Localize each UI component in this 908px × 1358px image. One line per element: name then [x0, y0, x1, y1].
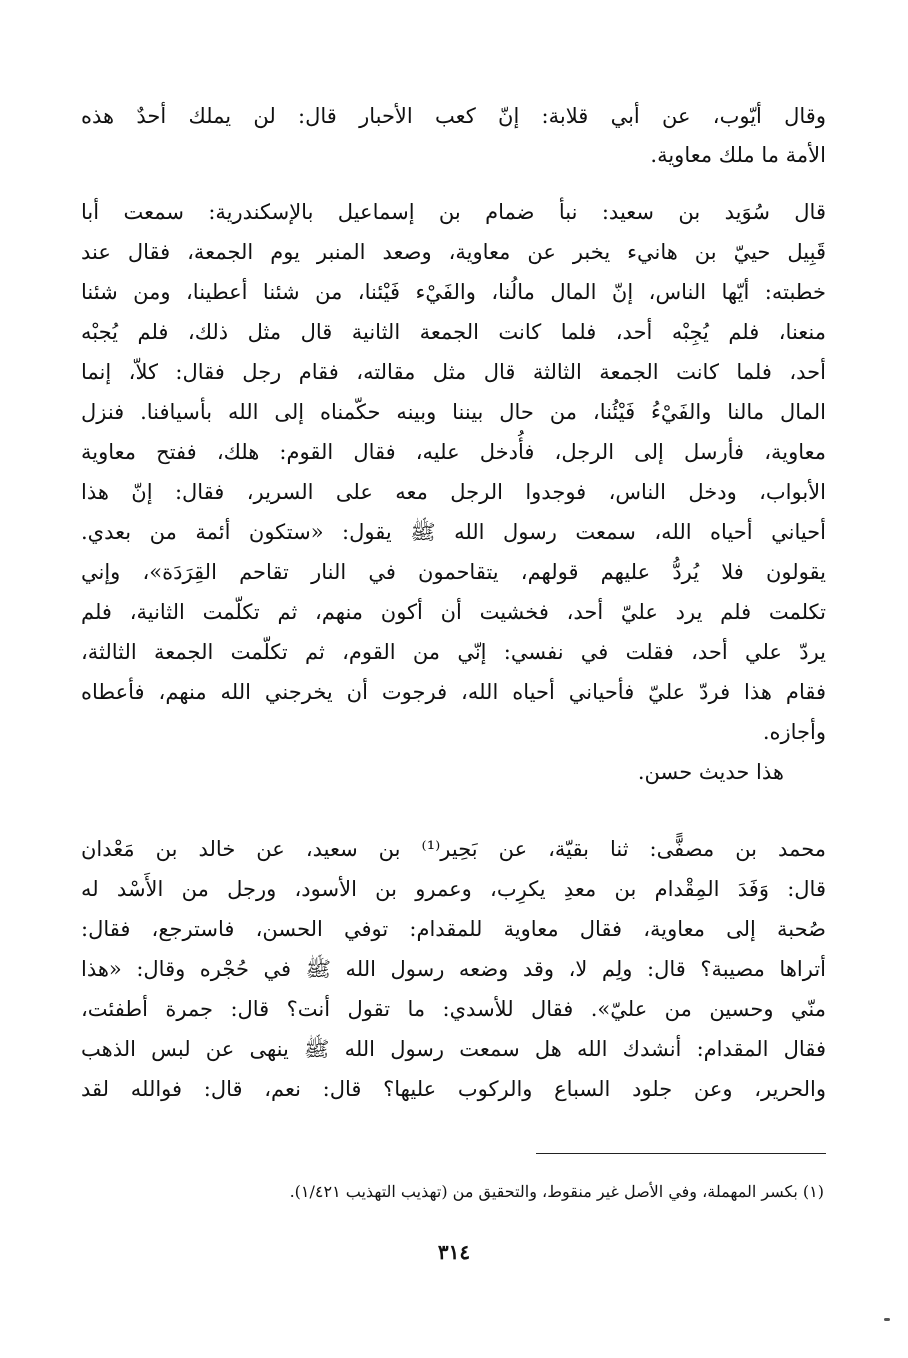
text-line: خطبته: أيّها الناس، إنّ المال مالُنا، والفَيْء فَيْئنا، من شئنا أعطينا، ومن شئنا	[81, 280, 826, 304]
text-line: فقال المقدام: أنشدك الله هل سمعت رسول الله ﷺ ينهى عن لبس الذهب	[81, 1037, 826, 1061]
text-line: قال سُوَيد بن سعيد: نبأ ضمام بن إسماعيل بالإسكندرية: سمعت أبا	[81, 200, 826, 224]
text-line: محمد بن مصفًّى: ثنا بقيّة، عن بَحِير⁽¹⁾ بن سعيد، عن خالد بن مَعْدان	[81, 837, 827, 861]
text-line: منّي وحسين من عليّ». فقال للأسدي: ما تقول أنت؟ قال: جمرة أطفئت،	[81, 997, 826, 1021]
text-line: أتراها مصيبة؟ قال: ولِم لا، وقد وضعه رسول الله ﷺ في حُجْره وقال: «هذا	[81, 957, 826, 981]
footnote-divider	[536, 1153, 826, 1154]
text-line: تكلمت فلم يرد عليّ أحد، فخشيت أن أكون منهم، ثم تكلّمت الثانية، فلم	[81, 600, 826, 624]
footnote: (١) بكسر المهملة، وفي الأصل غير منقوط، والتحقيق من (تهذيب التهذيب ١/٤٢١).	[289, 1182, 824, 1201]
text-line: يردّ علي أحد، فقلت في نفسي: إنّي من القوم، ثم تكلّمت الجمعة الثالثة،	[81, 640, 826, 664]
scan-speck	[884, 1318, 890, 1321]
text-line: هذا حديث حسن.	[637, 760, 784, 784]
text-line: قال: وَفَدَ المِقْدام بن معدِ يكرِب، وعمرو بن الأسود، ورجل من الأَسْد له	[81, 877, 826, 901]
text-line: المال مالنا والفَيْءُ فَيْئُنا، من حال بيننا وبينه حكّمناه إلى الله بأسيافنا. فنزل	[81, 400, 826, 424]
text-line: فقام هذا فردّ عليّ فأحياني أحياه الله، فرجوت أن يخرجني الله منهم، فأعطاه	[81, 680, 826, 704]
text-line: الأمة ما ملك معاوية.	[650, 143, 826, 167]
text-line: قَبِيل حييّ بن هانيء يخبر عن معاوية، وصعد المنبر يوم الجمعة، فقال عند	[81, 240, 826, 264]
text-line: وأجازه.	[762, 720, 826, 744]
text-line: يقولون فلا يُردُّ عليهم قولهم، يتقاحمون في النار تقاحم القِرَدَة»، وإني	[81, 560, 826, 584]
text-line: منعنا، فلم يُجِبْه أحد، فلما كانت الجمعة الثانية قال مثل ذلك، فلم يُجبْه	[81, 320, 826, 344]
page-number: ٣١٤	[437, 1240, 471, 1264]
text-line: وقال أيّوب، عن أبي قلابة: إنّ كعب الأحبار قال: لن يملك أحدٌ هذه	[81, 104, 826, 128]
text-line: والحرير، وعن جلود السباع والركوب عليها؟ قال: نعم، قال: فوالله لقد	[81, 1077, 826, 1101]
text-line: أحياني أحياه الله، سمعت رسول الله ﷺ يقول: «ستكون أئمة من بعدي.	[81, 520, 826, 544]
text-line: معاوية، فأرسل إلى الرجل، فأُدخل عليه، فقال القوم: هلك، ففتح معاوية	[81, 440, 826, 464]
text-line: صُحبة إلى معاوية، فقال معاوية للمقدام: توفي الحسن، فاسترجع، فقال:	[81, 917, 826, 941]
text-line: أحد، فلما كانت الجمعة الثالثة قال مثل مقالته، فقام رجل فقال: كلاّ، إنما	[81, 360, 826, 384]
text-line: الأبواب، ودخل الناس، فوجدوا الرجل معه على السرير، فقال: إنّ هذا	[81, 480, 826, 504]
